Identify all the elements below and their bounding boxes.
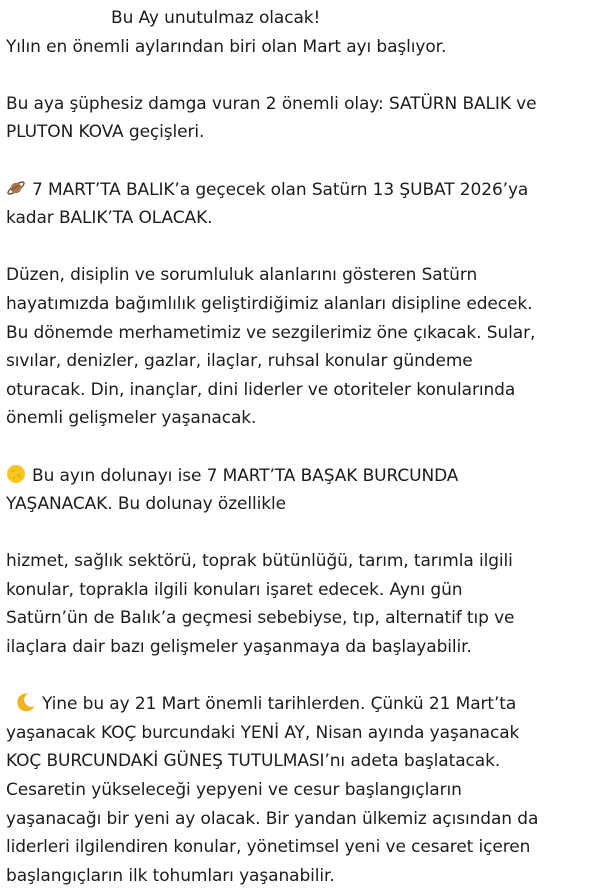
paragraph-6-line: başlangıçların ilk tohumları yaşanabilir. [6, 865, 335, 886]
paragraph-1-line: Bu aya şüphesiz damga vuran 2 önemli olay: SATÜRN BALIK ve [6, 93, 537, 114]
paragraph-6-line: Cesaretin yükseleceği yepyeni ve cesur başlangıçların [6, 780, 462, 801]
paragraph-4-line [6, 462, 596, 491]
paragraph-5-line: Satürn’ün de Balık’a geçmesi sebebiyse, tıp, alternatif tıp ve [6, 608, 515, 629]
paragraph-1-line: PLUTON KOVA geçişleri. [6, 122, 205, 143]
crescent-moon-icon [16, 692, 36, 712]
paragraph-3-line: hayatımızda bağımlılık geliştirdiğimiz alanları disipline edecek. [6, 293, 533, 314]
paragraph-6-line: KOÇ BURCUNDAKİ GÜNEŞ TUTULMASI’nı adeta başlatacak. [6, 751, 501, 772]
paragraph-gap [6, 662, 596, 691]
post-text [6, 4, 596, 890]
paragraph-5-line: konular, toprakla ilgili konuları işaret edecek. Aynı gün [6, 579, 463, 600]
paragraph-2-line: kadar BALIK’TA OLACAK. [6, 208, 213, 229]
intro-line: Yılın en önemli aylarından biri olan Mart ayı başlıyor. [6, 36, 447, 57]
paragraph-2-text: 7 MART’TA BALIK’a geçecek olan Satürn 13 ŞUBAT 2026’ya [32, 179, 529, 200]
paragraph-3-line: Bu dönemde merhametimiz ve sezgilerimiz öne çıkacak. Sular, [6, 322, 536, 343]
paragraph-gap [6, 433, 596, 462]
paragraph-4-line: YAŞANACAK. Bu dolunay özellikle [6, 494, 286, 515]
paragraph-gap [6, 519, 596, 548]
ringed-planet-icon [6, 178, 26, 198]
paragraph-6-line [6, 690, 596, 719]
paragraph-gap [6, 233, 596, 262]
paragraph-4-text: Bu ayın dolunayı ise 7 MART’TA BAŞAK BURCUNDA [32, 465, 459, 486]
paragraph-2-line [6, 176, 596, 205]
paragraph-gap [6, 147, 596, 176]
paragraph-3-line: oturacak. Din, inançlar, dini liderler ve otoriteler konularında [6, 379, 516, 400]
paragraph-gap [6, 61, 596, 90]
post-title: Bu Ay unutulmaz olacak! [111, 8, 321, 28]
paragraph-3-line: önemli gelişmeler yaşanacak. [6, 408, 257, 429]
paragraph-6-text: Yine bu ay 21 Mart önemli tarihlerden. Çünkü 21 Mart’ta [42, 694, 517, 715]
paragraph-3-line: sıvılar, denizler, gazlar, ilaçlar, ruhsal konular gündeme [6, 351, 473, 372]
paragraph-6-line: yaşanacak KOÇ burcundaki YENİ AY, Nisan ayında yaşanacak [6, 722, 520, 743]
paragraph-6-line: liderleri ilgilendiren konular, yönetimsel yeni ve cesaret içeren [6, 837, 531, 858]
paragraph-3-line: Düzen, disiplin ve sorumluluk alanlarını gösteren Satürn [6, 265, 478, 286]
paragraph-6-line: yaşanacağı bir yeni ay olacak. Bir yandan ülkemiz açısından da [6, 808, 539, 829]
full-moon-icon [6, 464, 26, 484]
paragraph-5-line: hizmet, sağlık sektörü, toprak bütünlüğü, tarım, tarımla ilgili [6, 551, 513, 572]
paragraph-5-line: ilaçlara dair bazı gelişmeler yaşanmaya da başlayabilir. [6, 637, 472, 658]
